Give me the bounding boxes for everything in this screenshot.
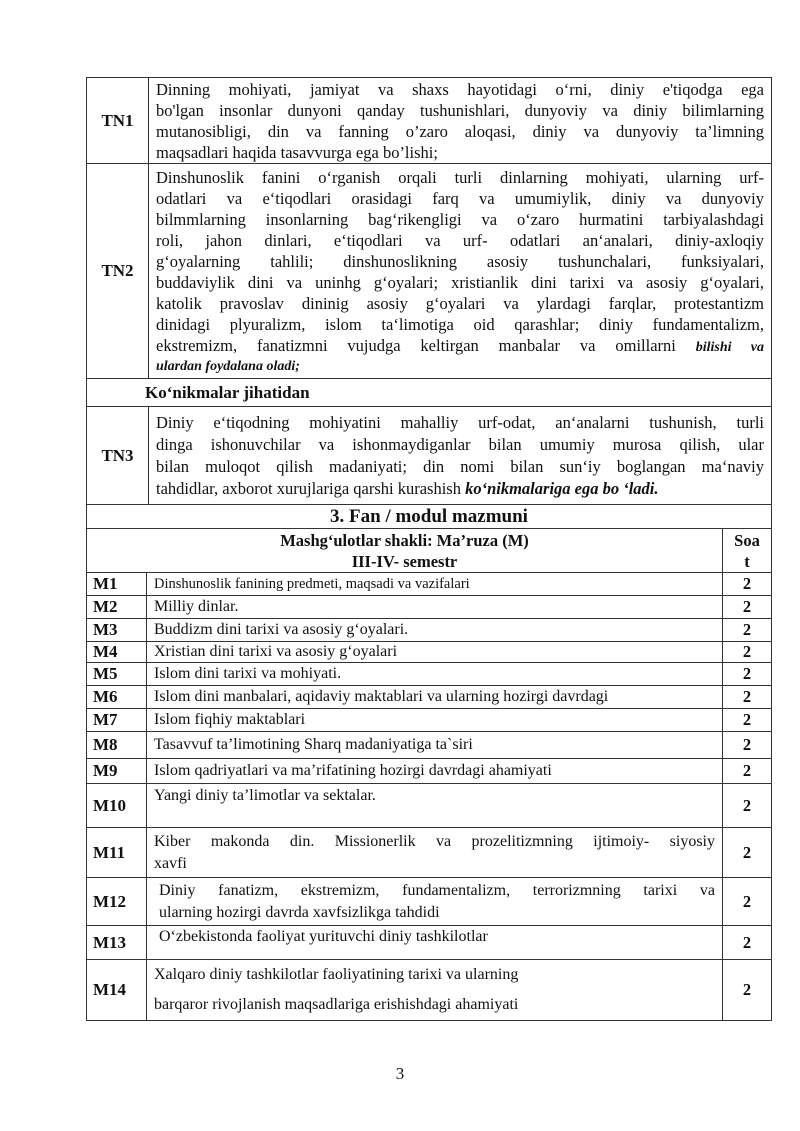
tn1-code: TN1 — [87, 78, 149, 164]
lecture-topic: Islom fiqhiy maktablari — [147, 709, 723, 732]
lecture-code: M3 — [87, 619, 147, 642]
content-table — [86, 504, 772, 1021]
hours-header-line: t — [744, 551, 750, 571]
tn1-line: maqsadlari haqida tasavvurga ega bo’lishi; — [156, 142, 438, 162]
lesson-header — [87, 529, 723, 573]
lecture-hours: 2 — [723, 573, 772, 596]
lecture-topic — [147, 828, 723, 878]
table-row — [87, 573, 772, 596]
tn3-code: TN3 — [87, 407, 149, 505]
lecture-hours: 2 — [723, 960, 772, 1021]
lecture-hours: 2 — [723, 686, 772, 709]
lecture-code: M12 — [87, 878, 147, 926]
tn3-line: Diniy e‘tiqodning mohiyatini mahalliy urf-odat, an‘analarni tushunish, turli — [156, 412, 764, 432]
lecture-hours: 2 — [723, 784, 772, 828]
lecture-topic: Islom dini manbalari, aqidaviy maktablari va ularning hozirgi davrdagi — [147, 686, 723, 709]
table-row — [87, 686, 772, 709]
lecture-topic: Islom dini tarixi va mohiyati. — [147, 663, 723, 686]
section-title: 3. Fan / modul mazmuni — [87, 505, 772, 529]
lecture-topic: Xristian dini tarixi va asosiy g‘oyalari — [147, 642, 723, 663]
table-row — [87, 663, 772, 686]
lecture-topic — [147, 960, 723, 1021]
lecture-code: M4 — [87, 642, 147, 663]
lecture-code: M14 — [87, 960, 147, 1021]
lecture-code: M13 — [87, 926, 147, 960]
lecture-hours: 2 — [723, 642, 772, 663]
tn3-row — [87, 407, 772, 505]
tn3-bold-tail: ko‘nikmalariga ega bo ‘ladi. — [465, 478, 659, 498]
tn2-text — [149, 164, 772, 379]
tn1-line: bo'lgan insonlar dunyoni qanday tushunishlari, dunyoviy va diniy bilimlarning — [156, 100, 764, 120]
lecture-hours: 2 — [723, 596, 772, 619]
tn2-bold-last-line: ulardan foydalana oladi; — [156, 358, 300, 374]
tn2-line — [156, 335, 764, 358]
lecture-hours: 2 — [723, 926, 772, 960]
tn2-line: g‘oyalarning tahlili; dinshunoslikning asosiy tushunchalari, funksiyalari, — [156, 251, 764, 271]
tn3-line: dinga ishonuvchilar va ishonmaydiganlar bilan umumiy murosa qilish, ular — [156, 434, 764, 454]
lecture-topic-line: barqaror rivojlanish maqsadlariga erishishdagi ahamiyati — [154, 996, 519, 1013]
table-row — [87, 596, 772, 619]
tn2-code: TN2 — [87, 164, 149, 379]
lecture-hours: 2 — [723, 878, 772, 926]
lecture-code: M6 — [87, 686, 147, 709]
tn2-line: dinidagi plyuralizm, islom ta‘limotiga oid qarashlar; diniy fundamentalizm, — [156, 314, 764, 334]
lesson-form-label: Mashg‘ulotlar shakli: Ma’ruza (M) — [280, 530, 529, 550]
lecture-hours: 2 — [723, 663, 772, 686]
lecture-hours: 2 — [723, 759, 772, 784]
tn2-row — [87, 164, 772, 379]
lecture-code: M10 — [87, 784, 147, 828]
tn3-line: bilan muloqot qilish madaniyati; din nomi bilan sun‘iy boglangan ma‘naviy — [156, 456, 764, 476]
lecture-code: M1 — [87, 573, 147, 596]
lecture-topic — [147, 878, 723, 926]
tn1-text — [149, 78, 772, 164]
tn1-row — [87, 78, 772, 164]
table-row — [87, 642, 772, 663]
lecture-topic: Islom qadriyatlari va ma’rifatining hozirgi davrdagi ahamiyati — [147, 759, 723, 784]
semester-label: III-IV- semestr — [351, 551, 458, 571]
lesson-header-row — [87, 529, 772, 573]
table-row — [87, 732, 772, 759]
hours-header — [723, 529, 772, 573]
table-row — [87, 878, 772, 926]
lecture-topic-line: xavfi — [154, 854, 187, 872]
section-title-row — [87, 505, 772, 529]
lecture-hours: 2 — [723, 709, 772, 732]
tn1-line: Dinning mohiyati, jamiyat va shaxs hayotidagi o‘rni, diniy e'tiqodga ega — [156, 79, 764, 99]
lecture-code: M11 — [87, 828, 147, 878]
lecture-topic: Dinshunoslik fanining predmeti, maqsadi va vazifalari — [147, 573, 723, 596]
lecture-hours: 2 — [723, 828, 772, 878]
tn1-line: mutanosibligi, din va fanning o’zaro aloqasi, diniy va dunyoviy ta’limning — [156, 121, 764, 141]
tn3-last-line-text: tahdidlar, axborot xurujlariga qarshi kurashish — [156, 478, 461, 498]
skills-header: Ko‘nikmalar jihatidan — [87, 379, 772, 407]
table-row — [87, 759, 772, 784]
tn2-line: buddaviylik dini va uninhg g‘oyalari; xristianlik dini tarixi va asosiy g‘oyalari, — [156, 272, 764, 292]
lecture-topic: Buddizm dini tarixi va asosiy g‘oyalari. — [147, 619, 723, 642]
table-row — [87, 619, 772, 642]
page-number: 3 — [395, 1064, 405, 1083]
lecture-code: M7 — [87, 709, 147, 732]
lecture-topic: Tasavvuf ta’limotining Sharq madaniyatiga ta`siri — [147, 732, 723, 759]
tn2-bold-tail: bilishi va — [695, 339, 764, 355]
lecture-hours: 2 — [723, 619, 772, 642]
table-row — [87, 784, 772, 828]
table-row — [87, 828, 772, 878]
tn3-line — [156, 478, 764, 500]
tn3-text — [149, 407, 772, 505]
lecture-topic: Milliy dinlar. — [147, 596, 723, 619]
outcomes-table — [86, 77, 772, 505]
lecture-topic-line: Xalqaro diniy tashkilotlar faoliyatining tarixi va ularning — [154, 966, 519, 983]
lecture-code: M5 — [87, 663, 147, 686]
lecture-topic-line: ularning hozirgi davrda xavfsizlikga tahdidi — [159, 903, 440, 921]
lecture-topic: Yangi diniy ta’limotlar va sektalar. — [147, 784, 723, 828]
lecture-code: M2 — [87, 596, 147, 619]
lecture-code: M9 — [87, 759, 147, 784]
skills-header-row — [87, 379, 772, 407]
lecture-hours: 2 — [723, 732, 772, 759]
tn2-line: bilmmlarning insonlarning bag‘rikengligi va o‘zaro hurmatini tarbiyalashdagi — [156, 209, 764, 229]
tn2-line: katolik pravoslav dininig asosiy g‘oyalari va ylardagi farqlar, protestantizm — [156, 293, 764, 313]
lecture-topic-line: Diniy fanatizm, ekstremizm, fundamentalizm, terrorizmning tarixi va — [159, 881, 715, 899]
table-row — [87, 926, 772, 960]
tn2-line-text: ekstremizm, fanatizmni vujudga keltirgan manbalar va omillarni — [156, 335, 676, 355]
table-row — [87, 960, 772, 1021]
hours-header-line: Soa — [734, 530, 760, 550]
table-row — [87, 709, 772, 732]
lecture-code: M8 — [87, 732, 147, 759]
tn2-line: roli, jahon dinlari, e‘tiqodlari va urf- odatlari an‘analari, diniy-axloqiy — [156, 230, 764, 250]
lecture-topic: O‘zbekistonda faoliyat yurituvchi diniy tashkilotlar — [147, 926, 723, 960]
tn2-line: odatlari va e‘tiqodlari orasidagi farq va umumiylik, diniy va dunyoviy — [156, 188, 764, 208]
lecture-topic-line: Kiber makonda din. Missionerlik va prozelitizmning ijtimoiy- siyosiy — [154, 832, 715, 850]
tn2-line: Dinshunoslik fanini o‘rganish orqali turli dinlarning mohiyati, ularning urf- — [156, 167, 764, 187]
